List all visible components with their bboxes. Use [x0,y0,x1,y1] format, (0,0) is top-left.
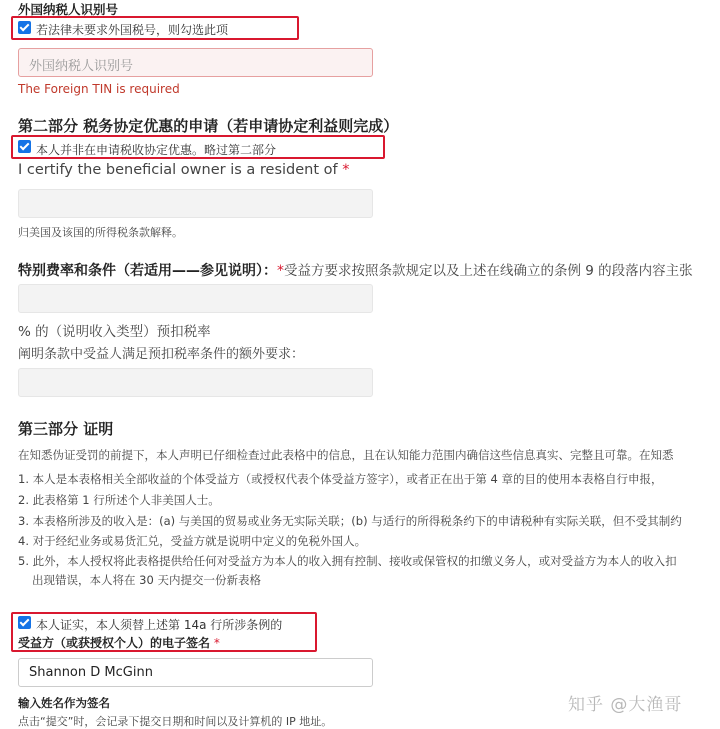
certify-checkbox-label: 本人证实，本人须替上述第 14a 行所涉条例的 [36,618,283,632]
resident-required-mark: * [342,162,350,178]
resident-country-input[interactable] [18,189,373,218]
part2-heading: 第二部分 税务协定优惠的申请（若申请协定利益则完成） [18,117,399,135]
signature-label [18,634,220,651]
signature-input[interactable]: Shannon D McGinn [18,658,373,687]
certification-item-continuation: 出现错误，本人将在 30 天内提交一份新表格 [32,573,261,587]
foreign-tin-heading: 外国纳税人识别号 [18,2,119,17]
foreign-tin-input[interactable]: 外国纳税人识别号 [18,48,373,77]
special-rates-line [18,259,693,280]
special-rates-required-mark: * [277,263,284,279]
certification-item: 3. 本表格所涉及的收入是：(a) 与美国的贸易或业务无实际关联；(b) 与适行的所得税条约下的申请税种有实际关联，但不受其制约 [18,514,682,528]
article-paragraph-input[interactable] [18,284,373,313]
resident-note: 归美国及该国的所得税条款解释。 [18,226,183,239]
foreign-tin-error: The Foreign TIN is required [18,82,180,96]
signature-label-text: 受益方（或获授权个人）的电子签名 [18,636,211,650]
special-rates-label: 特别费率和条件（若适用——参见说明）： [18,263,277,279]
certification-item: 4. 对于经纪业务或易货汇兑，受益方就是说明中定义的免税外国人。 [18,534,367,548]
submit-note: 点击“提交”时，会记录下提交日期和时间以及计算机的 IP 地址。 [18,715,333,728]
special-rates-text: 受益方要求按照条款规定以及上述在线确立的条例 9 的段落内容主张 [284,263,693,279]
additional-conditions-label: 阐明条款中受益人满足预扣税率条件的额外要求： [18,347,305,362]
part3-heading: 第三部分 证明 [18,420,114,438]
skip-part2-checkbox-label: 本人并非在申请税收协定优惠。略过第二部分 [36,143,277,157]
certification-item: 5. 此外，本人授权将此表格提供给任何对受益方为本人的收入拥有控制、接收或保管权的扣缴义务人，或对受益方为本人的收入扣 [18,554,677,568]
signature-required-mark: * [213,636,220,650]
withholding-rate-label: % 的（说明收入类型）预扣税率 [18,324,211,340]
additional-conditions-input[interactable] [18,368,373,397]
signature-hint: 输入姓名作为签名 [18,696,110,710]
skip-part2-checkbox[interactable] [18,140,31,153]
foreign-tin-not-required-checkbox[interactable] [18,21,31,34]
watermark: 知乎 @大渔哥 [568,695,683,715]
certify-checkbox[interactable] [18,616,31,629]
resident-of-text: I certify the beneficial owner is a resident of [18,162,338,178]
certification-intro: 在知悉伪证受罚的前提下，本人声明已仔细检查过此表格中的信息，且在认知能力范围内确信这些信息真实、完整且可靠。在知悉 [18,448,674,462]
foreign-tin-checkbox-label: 若法律未要求外国税号，则勾选此项 [36,23,229,37]
resident-of-label [18,162,349,178]
certification-item: 2. 此表格第 1 行所述个人非美国人士。 [18,493,220,507]
certification-item: 1. 本人是本表格相关全部收益的个体受益方（或授权代表个体受益方签字），或者正在出于第 4 章的目的使用本表格自行申报， [18,472,663,486]
